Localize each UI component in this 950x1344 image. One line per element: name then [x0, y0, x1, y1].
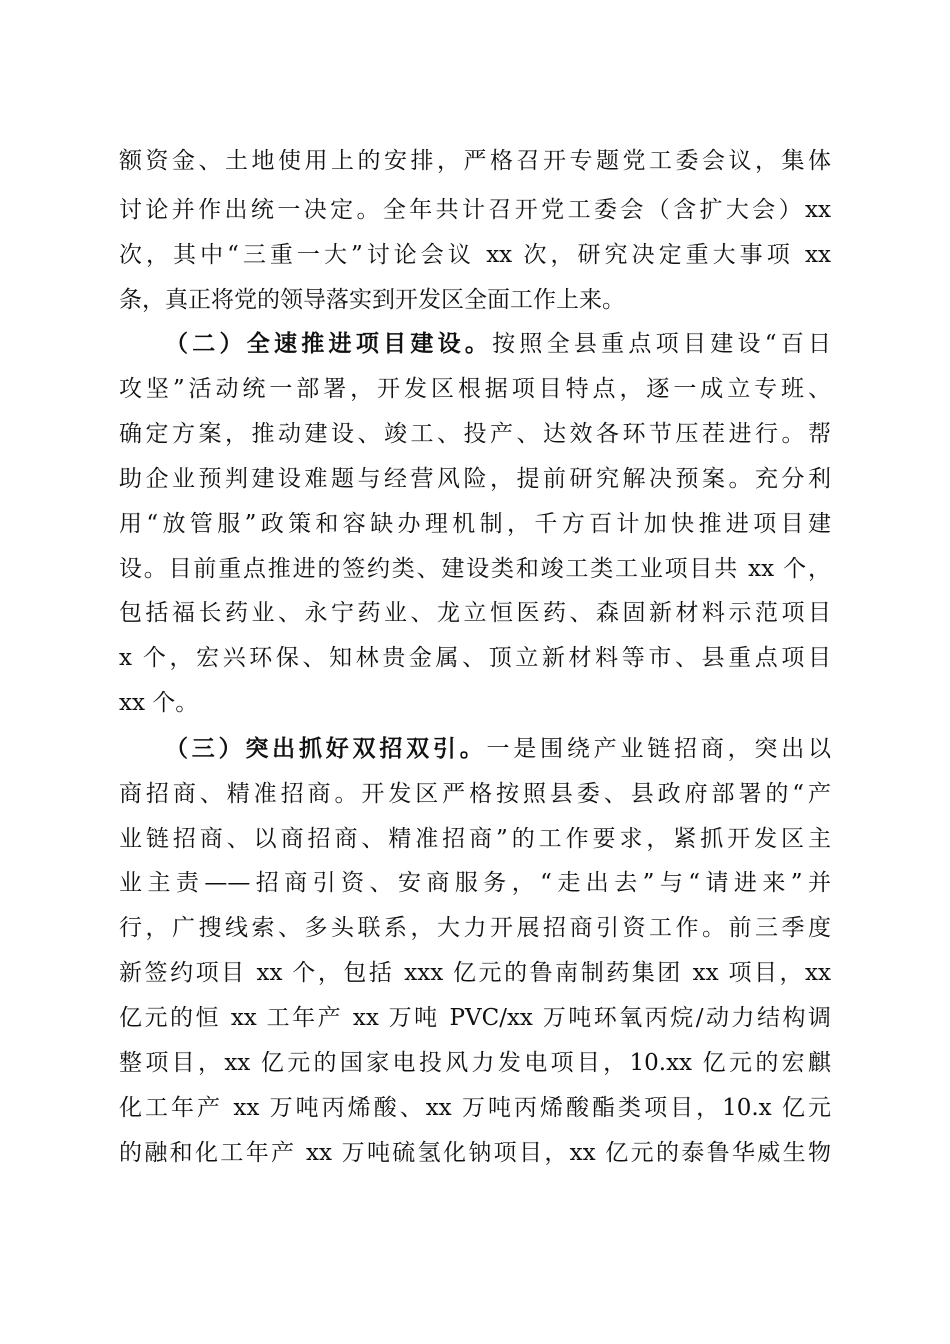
paragraph-line: 亿元的恒 xx 工年产 xx 万吨 PVC/xx 万吨环氧丙烷/动力结构调: [119, 1005, 831, 1031]
paragraph-first-line: [165, 732, 831, 766]
paragraph-line: xx 个。: [119, 690, 199, 716]
paragraph-line: 攻坚”活动统一部署，开发区根据项目特点，逐一成立专班、: [119, 376, 831, 402]
paragraph-line: 整项目，xx 亿元的国家电投风力发电项目，10.xx 亿元的宏麒: [119, 1050, 831, 1076]
paragraph-line: 用“放管服”政策和容缺办理机制，千方百计加快推进项目建: [119, 511, 831, 537]
paragraph-line: 行，广搜线索、多头联系，大力开展招商引资工作。前三季度: [119, 915, 831, 941]
paragraph-text: 按照全县重点项目建设“百日: [492, 331, 832, 357]
paragraph-line: 次，其中“三重一大”讨论会议 xx 次，研究决定重大事项 xx: [119, 242, 831, 268]
paragraph-line: 设。目前重点推进的签约类、建设类和竣工类工业项目共 xx 个，: [119, 556, 831, 582]
section-heading: （二）全速推进项目建设。: [165, 330, 493, 357]
paragraph-line: 讨论并作出统一决定。全年共计召开党工委会（含扩大会）xx: [119, 197, 831, 223]
paragraph-line: x 个，宏兴环保、知林贵金属、顶立新材料等市、县重点项目: [119, 645, 831, 671]
paragraph-line: 新签约项目 xx 个，包括 xxx 亿元的鲁南制药集团 xx 项目，xx: [119, 960, 831, 986]
paragraph-line: 业链招商、以商招商、精准招商”的工作要求，紧抓开发区主: [119, 826, 831, 852]
paragraph-line: 确定方案，推动建设、竣工、投产、达效各环节压茬进行。帮: [119, 421, 831, 447]
paragraph-line: 商招商、精准招商。开发区严格按照县委、县政府部署的“产: [119, 781, 831, 807]
paragraph-first-line: [165, 327, 831, 361]
paragraph-line: 的融和化工年产 xx 万吨硫氢化钠项目，xx 亿元的泰鲁华威生物: [119, 1140, 831, 1166]
paragraph-line: 助企业预判建设难题与经营风险，提前研究解决预案。充分利: [119, 466, 831, 492]
paragraph-line: 化工年产 xx 万吨丙烯酸、xx 万吨丙烯酸酯类项目，10.x 亿元: [119, 1095, 831, 1121]
paragraph-line: 包括福长药业、永宁药业、龙立恒医药、森固新材料示范项目: [119, 600, 831, 626]
paragraph-line: 额资金、土地使用上的安排，严格召开专题党工委会议，集体: [119, 148, 831, 174]
paragraph-text: 一是围绕产业链招商，突出以: [486, 736, 832, 762]
paragraph-line: 业主责——招商引资、安商服务，“走出去”与“请进来”并: [119, 870, 831, 896]
paragraph-line: 条，真正将党的领导落实到开发区全面工作上来。: [119, 287, 625, 313]
section-heading: （三）突出抓好双招双引。: [165, 735, 487, 762]
